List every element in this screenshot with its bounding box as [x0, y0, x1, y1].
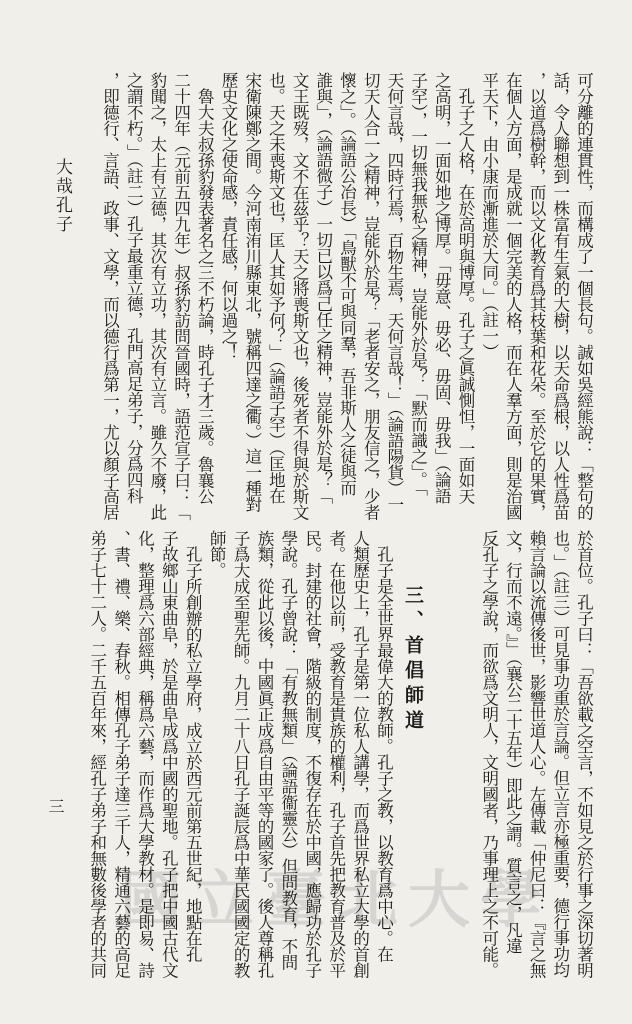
text-column: ，即德行、言語、政事、文學，而以德行爲第一，尤以顏子高居 — [100, 72, 120, 520]
text-column: 弟子七十二人。二千五百年來，經孔子弟子和無數後學者的共同 — [87, 530, 107, 978]
text-column: 文王既歿，文不在茲乎？天之將喪斯文也，後死者不得與於斯文 — [290, 72, 310, 520]
text-column: 族類，從此以後，中國眞正成爲自由平等的國家了。後人尊稱孔 — [255, 530, 274, 978]
text-column: 平天下，由小康而漸進於大同。」（註一） — [479, 72, 499, 360]
text-column: 化，整理爲六部經典，稱爲六藝，而作爲大學教材。是即易、詩 — [135, 530, 155, 978]
text-column: 話，令人聯想到一株富有生氣的大樹，以天命爲根，以人性爲苗 — [550, 72, 570, 520]
text-column: 豹聞之，太上有立德，其次有立功，其次有立言。雖久不廢，此 — [147, 72, 167, 520]
text-column: 二十四年（元前五四九年）叔孫豹訪問晉國時，語范宣子曰：「 — [171, 72, 191, 520]
text-column: 天何言哉，四時行焉，百物生焉，天何言哉！」（論語陽貨）一 — [384, 72, 404, 512]
text-column: 學說。孔子曾說：「有教無類」（論語衞靈公）但問教育，不問 — [278, 530, 298, 970]
text-column: 子爲大成至聖先師。九月二十八日孔子誕辰爲中華民國國定的教 — [231, 530, 251, 978]
text-column: 在個人方面，是成就一個完美的人格，而在人羣方面，則是治國 — [503, 72, 523, 520]
text-column: 誰與」，（論語微子）一切已以爲己任之精神，豈能外於是？「 — [313, 72, 333, 504]
text-column: 魯大夫叔孫豹發表著名之三不朽論，時孔子才三歲。魯襄公 — [195, 72, 215, 504]
text-column: 文，行而不遠。』」（襄公二十五年）即此之謂。質言之，凡違 — [503, 530, 523, 954]
watermark-text: 國立臺北大學 — [120, 863, 553, 936]
text-column: 孔子所創辦的私立學府，成立於西元前第五世紀，地點在孔 — [183, 530, 203, 962]
section-heading: 三、首倡師道 — [402, 585, 424, 735]
text-column: 之謂不朽。」（註二）孔子最重立德，孔門高足弟子，分爲四科 — [124, 72, 144, 504]
text-column: 民。封建的社會，階級的制度，不復存在於中國，應歸功於孔子 — [302, 530, 322, 978]
text-column: 反孔子之學說，而欲爲文明人，文明國者，乃事理上之不可能。 — [479, 530, 499, 978]
text-column: 賴言論以流傳後世，影響世道人心。左傳載「仲尼曰：『言之無 — [527, 530, 547, 978]
text-column: 者。在他以前，受教育是貴族的權利，孔子首先把教育普及於平 — [326, 530, 346, 978]
running-head-title: 大哉孔子 — [52, 158, 72, 234]
text-column: 於首位。孔子曰：「吾欲載之空言，不如見之於行事之深切著明 — [574, 530, 594, 978]
text-column: 可分離的連貫性，而構成了一個長句。誠如吳經熊說：「整句的 — [574, 72, 594, 520]
text-column: 切天人合一之精神，豈能外於是？「老者安之，朋友信之，少者 — [361, 72, 381, 520]
text-column: ，以道爲樹幹，而以文化教育爲其枝葉和花朵。至於它的果實， — [527, 72, 547, 520]
text-column: 孔子之人格，在於高明與博厚。孔子之眞誠惻怛，一面如天 — [456, 72, 475, 504]
text-column: 宋衛陳鄭之間。今河南洧川縣東北，號稱四達之衢。）這一種對 — [242, 72, 262, 512]
text-column: 師節。 — [207, 530, 227, 578]
page-number: 三 — [46, 798, 65, 814]
text-column: 也。」（註三）可見事功重於言論。但立言亦極重要，德行事功均 — [550, 530, 570, 978]
text-column: 子故鄉山東曲阜，於是曲阜成爲中國的聖地。孔子把中國古代文 — [159, 530, 179, 978]
text-column: 人類歷史上，孔子是第一位私人講學，而爲世界私立大學的首創 — [350, 530, 370, 978]
text-column: 歷史文化之使命感，責任感，何以過之！ — [219, 72, 238, 360]
text-column: 懷之」。（論語公冶長）「鳥獸不可與同羣，吾非斯人之徒與而 — [337, 72, 357, 496]
text-column: 、書、禮、樂、春秋。相傳孔子弟子達三千人，精通六藝的高足 — [111, 530, 131, 978]
text-column: 孔子是全世界最偉大的教師。孔子之教，以教育爲中心。在 — [374, 530, 394, 962]
text-column: 也。天之未喪斯文也，匡人其如予何？」（論語子罕）（匡地在 — [266, 72, 286, 504]
text-column: 子罕），一切無我無私之精神，豈能外於是？「默而識之」。「 — [408, 72, 428, 496]
text-column: 之高明，一面如地之博厚。「毋意、毋必、毋固、毋我」（論語 — [432, 72, 452, 504]
